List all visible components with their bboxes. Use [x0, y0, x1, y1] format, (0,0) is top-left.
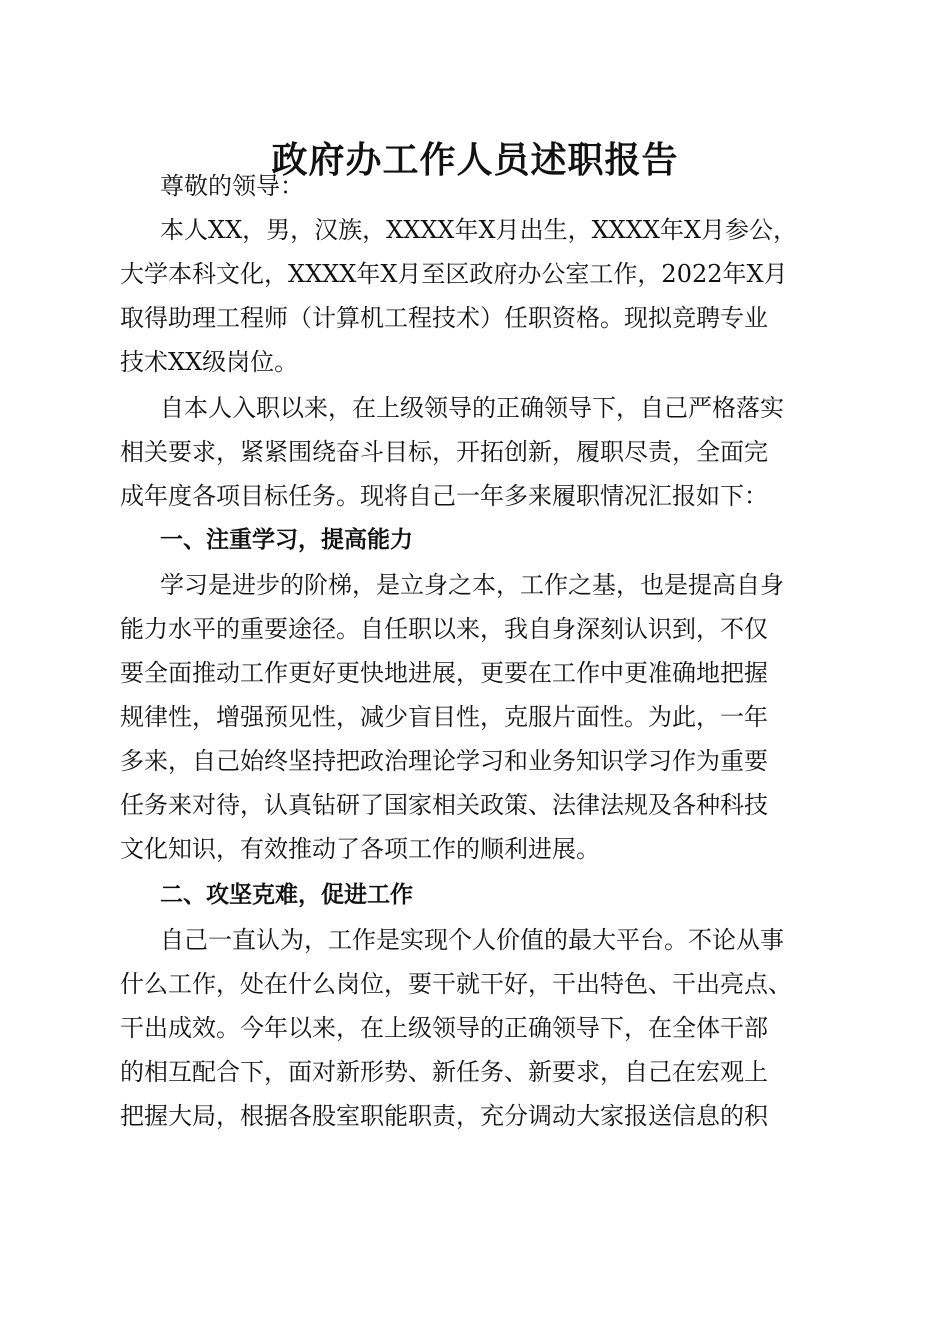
paragraph-3-line-3: 要全面推动工作更好更快地进展，更要在工作中更准确地把握: [120, 659, 768, 687]
paragraph-4-line-4: 的相互配合下，面对新形势、新任务、新要求，自己在宏观上: [120, 1058, 768, 1086]
paragraph-1-line-4: 技术XX级岗位。: [120, 348, 299, 376]
page-title: 政府办工作人员述职报告: [271, 139, 679, 181]
paragraph-2-line-3: 成年度各项目标任务。现将自己一年多来履职情况汇报如下：: [120, 482, 768, 510]
paragraph-1-line-1: 本人XX，男，汉族，XXXX年X月出生，XXXX年X月参公，: [160, 216, 798, 244]
paragraph-4-line-5: 把握大局，根据各股室职能职责，充分调动大家报送信息的积: [120, 1102, 768, 1130]
paragraph-3-line-6: 任务来对待，认真钻研了国家相关政策、法律法规及各种科技: [120, 791, 768, 819]
section-heading-1: 一、注重学习，提高能力: [160, 527, 413, 553]
paragraph-2-line-1: 自本人入职以来，在上级领导的正确领导下，自己严格落实: [160, 394, 784, 422]
paragraph-2-line-2: 相关要求，紧紧围绕奋斗目标，开拓创新，履职尽责，全面完: [120, 438, 768, 466]
paragraph-4-line-2: 什么工作，处在什么岗位，要干就干好，干出特色、干出亮点、: [120, 970, 792, 998]
paragraph-3-line-2: 能力水平的重要途径。自任职以来，我自身深刻认识到，不仅: [120, 615, 768, 643]
paragraph-1-line-3: 取得助理工程师（计算机工程技术）任职资格。现拟竞聘专业: [120, 304, 768, 332]
paragraph-1-line-2: 大学本科文化，XXXX年X月至区政府办公室工作，2022年X月: [120, 260, 788, 288]
paragraph-3-line-7: 文化知识，有效推动了各项工作的顺利进展。: [120, 835, 600, 863]
paragraph-4-line-3: 干出成效。今年以来，在上级领导的正确领导下，在全体干部: [120, 1014, 768, 1042]
paragraph-3-line-5: 多来，自己始终坚持把政治理论学习和业务知识学习作为重要: [120, 747, 768, 775]
salutation: 尊敬的领导：: [160, 172, 304, 200]
paragraph-3-line-1: 学习是进步的阶梯，是立身之本，工作之基，也是提高自身: [160, 571, 784, 599]
section-heading-2: 二、攻坚克难，促进工作: [160, 882, 413, 908]
paragraph-3-line-4: 规律性，增强预见性，减少盲目性，克服片面性。为此，一年: [120, 703, 768, 731]
paragraph-4-line-1: 自己一直认为，工作是实现个人价值的最大平台。不论从事: [160, 926, 784, 954]
